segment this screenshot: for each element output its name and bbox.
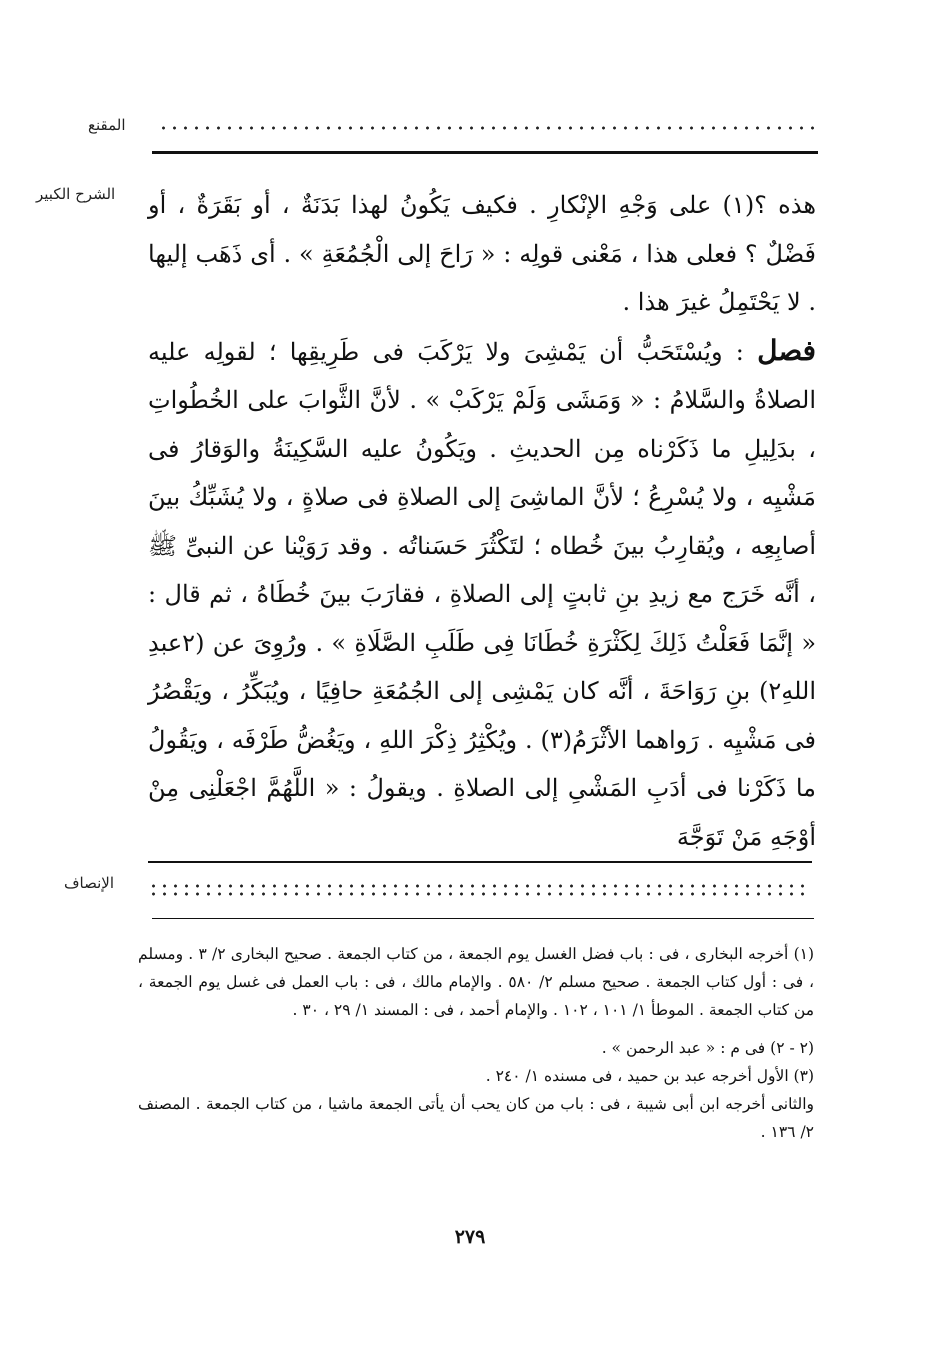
footnotes: [138, 940, 814, 1146]
insaf-dotted-line-1: [148, 884, 812, 888]
side-label-sharh-kabir: الشرح الكبير: [36, 185, 116, 203]
footnote-3-continued: والثانى أخرجه ابن أبى شيبة ، فى : باب من كان يحب أن يأتى الجمعة ماشيا ، من كتاب الجمعة . المصنف ٢/ ١٣٦ .: [138, 1095, 814, 1141]
header-dotted-line: [158, 126, 818, 130]
footnote-1: (١) أخرجه البخارى ، فى : باب فضل الغسل يوم الجمعة ، من كتاب الجمعة . صحيح البخارى ٢/ ٣ . ومسلم ، فى : أول كتاب الجمعة . صحيح مسلم ٢/ ٥٨٠ . والإمام مالك ، فى : باب العمل فى غسل يوم الجمعة ، من كتاب الجمعة . الموطأ ١/ ١٠١ ، ١٠٢ . والإمام أحمد ، فى : المسند ١/ ٢٩ ، ٣٠ .: [138, 945, 815, 1019]
side-label-insaf: الإنصاف: [64, 874, 115, 892]
footnote-3: (٣) الأول أخرجه عبد بن حميد ، فى مسنده ١/ ٢٤٠ .: [485, 1067, 814, 1085]
fasl-paragraph-text: : ويُسْتَحَبُّ أن يَمْشِىَ ولا يَرْكَبَ فى طَرِيقِها ؛ لقولِه عليه الصلاةُ والسَّلامُ : « وَمَشَى وَلَمْ يَرْكَبْ » . لأنَّ الثَّوابَ على الخُطُواتِ ، بدَلِيلِ ما ذَكَرْناه مِن الحديثِ . ويَكُونُ عليه السَّكِينَةُ والوَقارُ فى مَشْيِه ، ولا يُسْرِعُ ؛ لأنَّ الماشِىَ إلى الصلاةِ فى صلاةٍ ، ولا يُشَبِّكُ بينَ أصابِعِه ، ويُقارِبُ بينَ خُطاه ؛ لتَكْثُرَ حَسَناتُه . وقد رَوَيْنا عن النبىِّ ﷺ ، أنَّه خَرَج مع زيدِ بنِ ثابتٍ إلى الصلاةِ ، فقارَبَ بينَ خُطَاهُ ، ثم قال : « إنَّمَا فَعَلْتُ ذَلِكَ لِكَثْرَةِ خُطَانَا فِى طَلَبِ الصَّلَاةِ » . ورُوِىَ عن (٢عبدِ اللهِ٢) بنِ رَوَاحَةَ ، أنَّه كان يَمْشِى إلى الجُمُعَةِ حافِيًا ، ويُبَكِّرُ ، ويَقْصُرُ فى مَشْيِه . رَواهما الأثْرَمُ(٣) . ويُكْثِرُ ذِكْرَ اللهِ ، ويَغُضُّ طَرْفَه ، ويَقُولُ ما ذَكَرْنا فى أدَبِ المَشْىِ إلى الصلاةِ . ويقولُ : « اللَّهُمَّ اجْعَلْنِى مِنْ أوْجَهِ مَنْ تَوَجَّهَ: [148, 337, 817, 851]
insaf-dotted-line-2: [148, 892, 812, 896]
main-text-body: [148, 181, 816, 861]
section-rule: [148, 861, 812, 863]
main-paragraph-fasl: [148, 327, 816, 862]
page-number: ٢٧٩: [454, 1226, 486, 1248]
header-muqni-label: المقنع: [88, 116, 126, 134]
main-paragraph: هذه ؟(١) على وَجْهِ الإنْكارِ . فكيف يَكُونُ لهذا بَدَنَةٌ ، أو بَقَرَةٌ ، أو فَضْلٌ ؟ فعلى هذا ، مَعْنى قولِه : « رَاحَ إلى الْجُمُعَةِ » . أى ذَهَب إليها . لا يَحْتَمِلُ غيرَ هذا .: [148, 191, 816, 316]
fasl-heading: فصل: [757, 333, 816, 367]
footnote-2: (٢ - ٢) فى م : « عبد الرحمن » .: [601, 1039, 814, 1057]
footnote-rule: [152, 918, 814, 919]
header-rule: [152, 151, 818, 154]
